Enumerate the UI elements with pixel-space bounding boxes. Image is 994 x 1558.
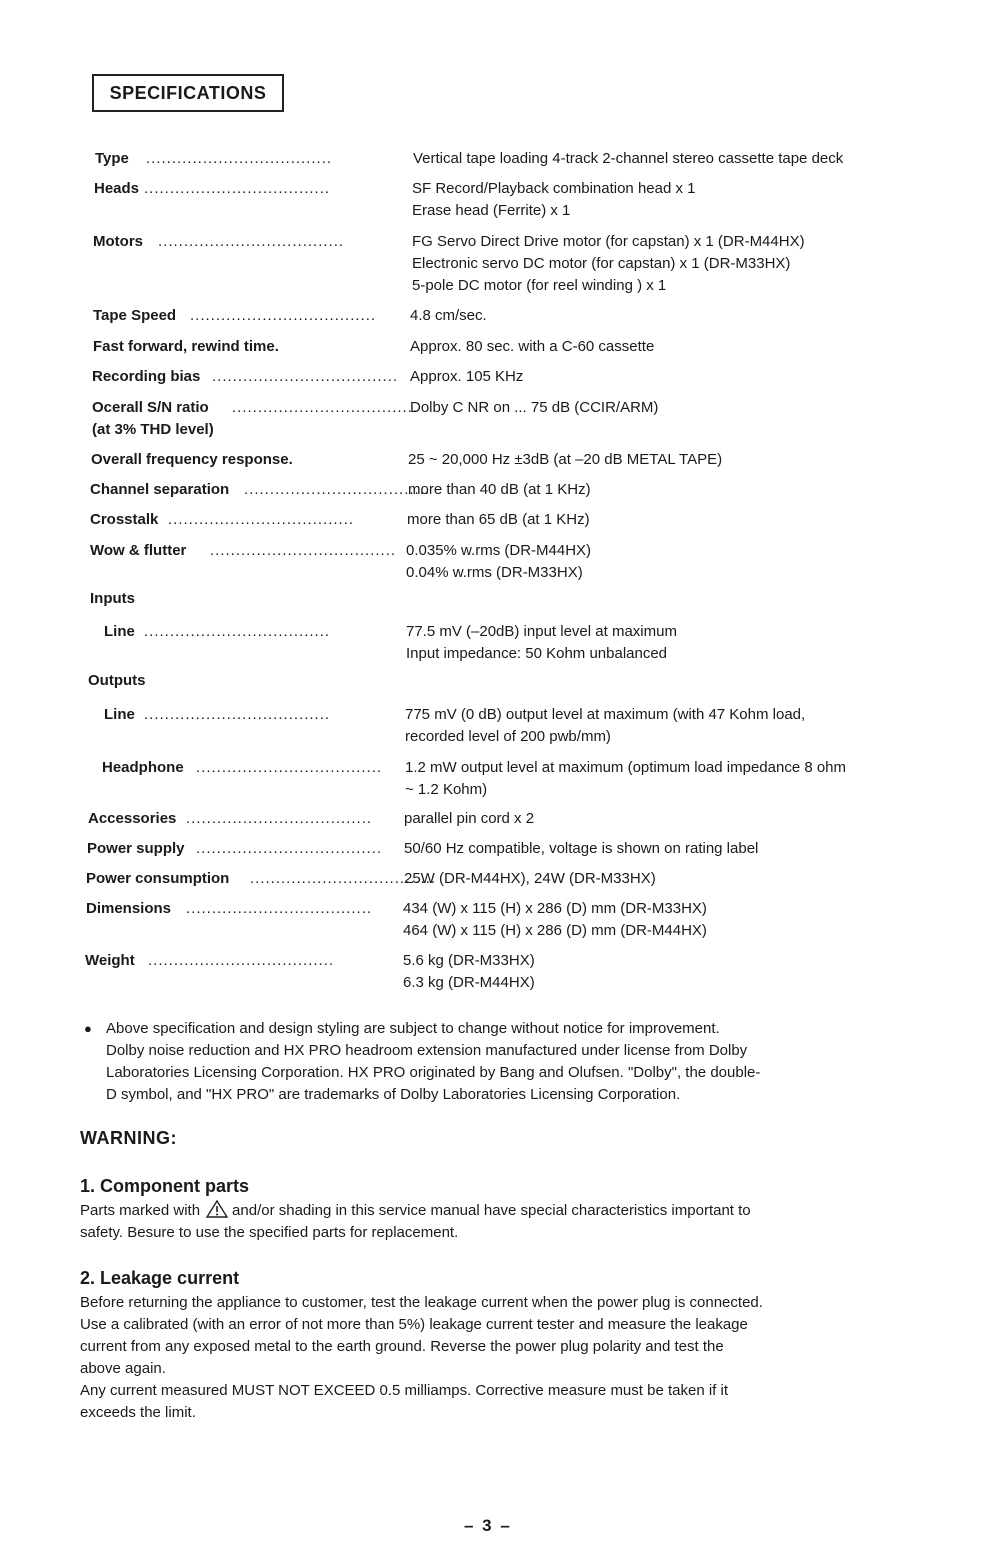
section-body-leakage-current [80,1292,880,1424]
dot-leader: .................................... [244,481,431,498]
spec-value-line: 50/60 Hz compatible, voltage is shown on rating label [404,840,759,857]
dot-leader: .................................... [144,706,331,723]
spec-value [410,366,523,388]
dot-leader: .................................... [146,150,333,167]
dot-leader: .................................... [144,623,331,640]
spec-value-line: 4.8 cm/sec. [410,307,487,324]
spec-value-line: 0.035% w.rms (DR-M44HX) [406,542,592,559]
spec-value-line: 434 (W) x 115 (H) x 286 (D) mm (DR-M33HX) [403,900,707,917]
section-text: Use a calibrated (with an error of not more than 5%) leakage current tester and measure the leakage [80,1316,748,1333]
section-heading-component-parts: 1. Component parts [80,1176,250,1196]
spec-label: Fast forward, rewind time. [93,338,279,355]
spec-value-line: Erase head (Ferrite) x 1 [412,202,571,219]
spec-value [410,397,658,419]
page-number: – 3 – [464,1516,512,1535]
page-title: SPECIFICATIONS [92,74,284,112]
spec-value [404,838,758,860]
spec-label: Motors [93,233,143,250]
section-text: Before returning the appliance to customer, test the leakage current when the power plug is connected. [80,1294,763,1311]
spec-value-line: SF Record/Playback combination head x 1 [412,180,696,197]
spec-label: Power supply [87,840,185,857]
spec-value [405,704,805,748]
spec-label: Overall frequency response. [91,451,293,468]
section-body-component-parts [80,1200,880,1244]
section-heading-leakage-current: 2. Leakage current [80,1268,240,1288]
spec-value [404,868,656,890]
dot-leader: .................................... [158,233,345,250]
spec-label: Wow & flutter [90,542,187,559]
spec-value-line: 775 mV (0 dB) output level at maximum (with 47 Kohm load, [405,706,806,723]
dot-leader: .................................... [232,399,419,416]
spec-value-line: ~ 1.2 Kohm) [405,781,488,798]
spec-label: Tape Speed [93,307,177,324]
spec-value [406,621,677,665]
note-line: Dolby noise reduction and HX PRO headroom extension manufactured under license from Dolby [106,1042,748,1059]
spec-value [407,509,590,531]
spec-value [406,540,591,584]
spec-value [408,479,591,501]
spec-value [410,305,487,327]
warning-triangle-icon [206,1200,228,1218]
spec-value [403,898,707,942]
spec-value-line: Electronic servo DC motor (for capstan) x 1 (DR-M33HX) [412,255,791,272]
section-text: above again. [80,1360,166,1377]
spec-value-line: 1.2 mW output level at maximum (optimum load impedance 8 ohm [405,759,847,776]
dot-leader: .................................... [186,810,373,827]
bullet-icon: ● [84,1021,92,1036]
spec-value-line: recorded level of 200 pwb/mm) [405,728,611,745]
spec-value-line: Dolby C NR on ... 75 dB (CCIR/ARM) [410,399,659,416]
spec-value-line: parallel pin cord x 2 [404,810,535,827]
section-text: safety. Besure to use the specified parts for replacement. [80,1224,459,1241]
spec-label: Dimensions [86,900,172,917]
outputs-heading: Outputs [88,672,146,689]
spec-label: Weight [85,952,135,969]
dot-leader: .................................... [196,840,383,857]
spec-value-line: Input impedance: 50 Kohm unbalanced [406,645,668,662]
spec-value [404,808,534,830]
spec-value-line: 77.5 mV (–20dB) input level at maximum [406,623,677,640]
spec-label: Accessories [88,810,177,827]
spec-label: Line [104,623,135,640]
dot-leader: .................................... [168,511,355,528]
dot-leader: .................................... [148,952,335,969]
spec-value-line: 464 (W) x 115 (H) x 286 (D) mm (DR-M44HX) [403,922,707,939]
spec-value [405,757,846,801]
dot-leader: .................................... [210,542,397,559]
section-text: Any current measured MUST NOT EXCEED 0.5 milliamps. Corrective measure must be taken if it [80,1382,728,1399]
spec-label: Crosstalk [90,511,159,528]
note-line: Above specification and design styling are subject to change without notice for improvement. [106,1020,720,1037]
spec-label: Channel separation [90,481,230,498]
spec-label-sub: (at 3% THD level) [92,421,214,438]
spec-label: Ocerall S/N ratio [92,399,209,416]
spec-value-line: FG Servo Direct Drive motor (for capstan) x 1 (DR-M44HX) [412,233,805,250]
spec-value-line: Vertical tape loading 4-track 2-channel stereo cassette tape deck [413,150,844,167]
spec-value-line: Approx. 105 KHz [410,368,524,385]
spec-value-line: more than 40 dB (at 1 KHz) [408,481,591,498]
spec-label: Heads [94,180,140,197]
section-text: current from any exposed metal to the earth ground. Reverse the power plug polarity and test the [80,1338,724,1355]
spec-label: Line [104,706,135,723]
spec-value-line: 6.3 kg (DR-M44HX) [403,974,535,991]
spec-value [410,336,654,358]
warning-heading: WARNING: [80,1128,177,1148]
dot-leader: .................................... [190,307,377,324]
spec-value-line: 25W (DR-M44HX), 24W (DR-M33HX) [404,870,656,887]
spec-value-line: more than 65 dB (at 1 KHz) [407,511,590,528]
spec-label: Type [95,150,129,167]
section-text: exceeds the limit. [80,1404,196,1421]
spec-value-line: 5-pole DC motor (for reel winding ) x 1 [412,277,667,294]
spec-value [408,449,722,471]
spec-value [412,178,695,222]
spec-value [413,148,843,170]
section-text: Parts marked with [80,1202,201,1219]
dot-leader: .................................... [250,870,437,887]
spec-label: Recording bias [92,368,201,385]
spec-value-line: 5.6 kg (DR-M33HX) [403,952,535,969]
dot-leader: .................................... [196,759,383,776]
spec-value [412,231,805,297]
spec-value-line: 0.04% w.rms (DR-M33HX) [406,564,583,581]
dot-leader: .................................... [212,368,399,385]
spec-value-line: Approx. 80 sec. with a C-60 cassette [410,338,655,355]
section-text: and/or shading in this service manual have special characteristics important to [232,1202,751,1219]
spec-label: Power consumption [86,870,230,887]
note-line: Laboratories Licensing Corporation. HX PRO originated by Bang and Olufsen. "Dolby", the double- [106,1064,761,1081]
spec-value-line: 25 ~ 20,000 Hz ±3dB (at –20 dB METAL TAPE) [408,451,723,468]
inputs-heading: Inputs [90,590,135,607]
note-line: D symbol, and "HX PRO" are trademarks of Dolby Laboratories Licensing Corporation. [106,1086,681,1103]
spec-label: Headphone [102,759,184,776]
dot-leader: .................................... [186,900,373,917]
spec-value [403,950,535,994]
dot-leader: .................................... [144,180,331,197]
